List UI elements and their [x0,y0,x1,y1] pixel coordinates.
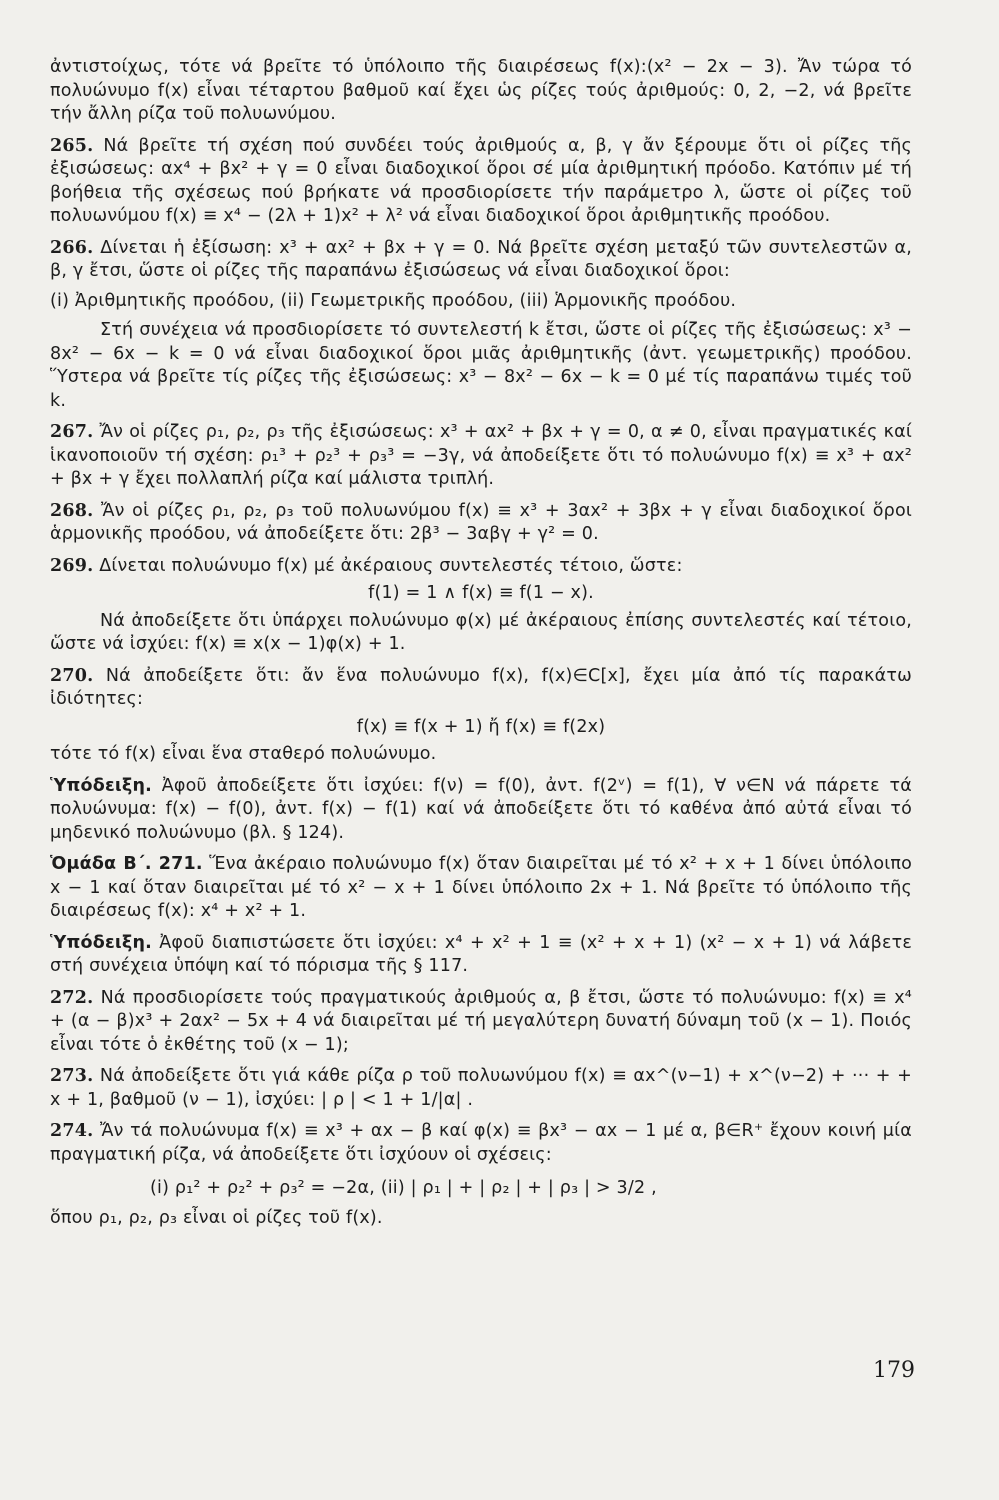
paragraph-text: Ἄν οἱ ρίζες ρ₁, ρ₂, ρ₃ τῆς ἐξισώσεως: x³ + αx² + βx + γ = 0, α ≠ 0, εἶναι πραγματικές καί ἱκανοποιοῦν τή σχέση: ρ₁³ + ρ₂³ + ρ₃³ = −3γ, νά ἀποδείξετε ὅτι τό πολυώνυμο f(x) ≡ x³ + αx² + βx + γ ἔχει πολλαπλή ρίζα καί μάλιστα τριπλή. [50,422,912,489]
paragraph-text: Ἀφοῦ ἀποδείξετε ὅτι ἰσχύει: f(ν) = f(0), ἀντ. f(2ᵛ) = f(1), ∀ ν∈N νά πάρετε τά πολυώνυμα: f(x) − f(0), ἀντ. f(x) − f(1) καί νά ἀποδείξετε ὅτι τό καθένα ἀπό αὐτά εἶναι τό μηδενικό πολυώνυμο (βλ. § 124). [50,775,912,843]
exercise-274 [50,1120,912,1167]
exercise-number: 267. [50,422,94,442]
exercise-number: 274. [50,1121,94,1141]
exercise-270-formula [50,716,912,740]
page-content [50,56,912,1230]
formula-text: f(x) ≡ f(x + 1) ἤ f(x) ≡ f(2x) [356,716,606,737]
paragraph-text: ἀντιστοίχως, τότε νά βρεῖτε τό ὑπόλοιπο τῆς διαιρέσεως f(x):(x² − 2x − 3). Ἄν τώρα τό πολυώνυμο f(x) εἶναι τέταρτου βαθμοῦ καί ἔχει ὡς ρίζες τούς ἀριθμούς: 0, 2, −2, νά βρεῖτε τήν ἄλλη ρίζα τοῦ πολυωνύμου. [50,57,912,124]
paragraph-text: Ἄν τά πολυώνυμα f(x) ≡ x³ + αx − β καί φ(x) ≡ βx³ − αx − 1 μέ α, β∈R⁺ ἔχουν κοινή μία πραγματική ρίζα, νά ἀποδείξετε ὅτι ἰσχύουν οἱ σχέσεις: [50,1121,912,1165]
paragraph-text: Νά ἀποδείξετε ὅτι ὑπάρχει πολυώνυμο φ(x) μέ ἀκέραιους ἐπίσης συντελεστές καί τέτοιο, ὥστε νά ἰσχύει: f(x) ≡ x(x − 1)φ(x) + 1. [50,610,912,654]
exercise-271-hint [50,932,912,979]
paragraph-text: Νά ἀποδείξετε ὅτι γιά κάθε ρίζα ρ τοῦ πολυωνύμου f(x) ≡ αx^(ν−1) + x^(ν−2) + ··· + + x + 1, βαθμοῦ (ν − 1), ἰσχύει: | ρ | < 1 + 1/|α| . [50,1066,912,1110]
exercise-270-hint [50,775,912,846]
exercise-number: 269. [50,555,94,576]
paragraph-text: Ἕνα ἀκέραιο πολυώνυμο f(x) ὅταν διαιρεῖται μέ τό x² + x + 1 δίνει ὑπόλοιπο x − 1 καί ὅταν διαιρεῖται μέ τό x² − x + 1 δίνει ὑπόλοιπο 2x + 1. Νά βρεῖτε τό ὑπόλοιπο τῆς διαιρέσεως f(x): x⁴ + x² + 1. [50,854,912,921]
paragraph-text: ὅπου ρ₁, ρ₂, ρ₃ εἶναι οἱ ρίζες τοῦ f(x). [50,1207,383,1228]
exercise-268 [50,500,912,547]
exercise-number: 266. [50,237,94,258]
paragraph-text: Ἀφοῦ διαπιστώσετε ὅτι ἰσχύει: x⁴ + x² + 1 ≡ (x² + x + 1) (x² − x + 1) νά λάβετε στή συνέχεια ὑπόψη καί τό πόρισμα τῆς § 117. [50,932,912,976]
exercise-269-continued [50,610,912,657]
paragraph-text: Δίνεται ἡ ἐξίσωση: x³ + αx² + βx + γ = 0. Νά βρεῖτε σχέση μεταξύ τῶν συντελεστῶν α, β, γ ἔτσι, ὥστε οἱ ρίζες τῆς παραπάνω ἐξισώσεως νά εἶναι διαδοχικοί ὅροι: [50,237,912,281]
exercise-266-options [50,290,912,314]
paragraph-text: Δίνεται πολυώνυμο f(x) μέ ἀκέραιους συντελεστές τέτοιο, ὥστε: [93,555,683,576]
hint-label: Ὑπόδειξη. [50,932,152,953]
exercise-266 [50,237,912,284]
exercise-269-formula [50,582,912,606]
exercise-number: 273. [50,1066,94,1086]
exercise-number: 270. [50,665,94,686]
exercise-269 [50,555,912,579]
page-number: 179 [873,1358,915,1383]
paragraph-text: Νά βρεῖτε τή σχέση πού συνδέει τούς ἀριθμούς α, β, γ ἄν ξέρουμε ὅτι οἱ ρίζες τῆς ἐξισώσεως: αx⁴ + βx² + γ = 0 εἶναι διαδοχικοί ὅροι σέ μία ἀριθμητική πρόοδο. Κατόπιν μέ τή βοήθεια τῆς σχέσεως πού βρήκατε νά προσδιορίσετε τήν παράμετρο λ, ὥστε οἱ ρίζες τοῦ πολυωνύμου f(x) ≡ x⁴ − (2λ + 1)x² + λ² νά εἶναι διαδοχικοί ὅροι ἀριθμητικῆς προόδου. [50,135,912,226]
exercise-271 [50,853,912,924]
exercise-265 [50,135,912,229]
paragraph-text: Νά ἀποδείξετε ὅτι: ἄν ἕνα πολυώνυμο f(x), f(x)∈C[x], ἔχει μία ἀπό τίς παρακάτω ἰδιότητες: [50,665,912,709]
exercise-274-formula [50,1177,912,1201]
paragraph-text: Ἄν οἱ ρίζες ρ₁, ρ₂, ρ₃ τοῦ πολυωνύμου f(x) ≡ x³ + 3αx² + 3βx + γ εἶναι διαδοχικοί ὅροι ἁρμονικῆς προόδου, νά ἀποδείξετε ὅτι: 2β³ − 3αβγ + γ² = 0. [50,500,912,544]
formula-text: (i) ρ₁² + ρ₂² + ρ₃² = −2α, (ii) | ρ₁ | + | ρ₂ | + | ρ₃ | > 3/2 , [150,1178,657,1198]
exercise-266-continued [50,319,912,413]
exercise-270 [50,665,912,712]
paragraph-text: τότε τό f(x) εἶναι ἕνα σταθερό πολυώνυμο. [50,744,437,764]
exercise-273 [50,1065,912,1112]
paragraph-intro [50,56,912,127]
hint-label: Ὑπόδειξη. [50,775,152,796]
exercise-number: 268. [50,500,94,521]
paragraph-text: Στή συνέχεια νά προσδιορίσετε τό συντελεστή k ἔτσι, ὥστε οἱ ρίζες τῆς ἐξισώσεως: x³ − 8x² − 6x − k = 0 νά εἶναι διαδοχικοί ὅροι μιᾶς ἀριθμητικῆς (ἀντ. γεωμετρικῆς) προόδου. Ὕστερα νά βρεῖτε τίς ρίζες τῆς ἐξισώσεως: x³ − 8x² − 6x − k = 0 μέ τίς παραπάνω τιμές τοῦ k. [50,320,912,411]
exercise-number: 265. [50,135,94,156]
exercise-272 [50,987,912,1058]
formula-text: f(1) = 1 ∧ f(x) ≡ f(1 − x). [368,583,594,603]
paragraph-text: (i) Ἀριθμητικῆς προόδου, (ii) Γεωμετρικῆς προόδου, (iii) Ἁρμονικῆς προόδου. [50,290,737,311]
exercise-267 [50,421,912,492]
exercise-274-continued [50,1207,912,1231]
exercise-270-continued [50,743,912,767]
paragraph-text: Νά προσδιορίσετε τούς πραγματικούς ἀριθμούς α, β ἔτσι, ὥστε τό πολυώνυμο: f(x) ≡ x⁴ + (α − β)x³ + 2αx² − 5x + 4 νά διαιρεῖται μέ τή μεγαλύτερη δυνατή δύναμη τοῦ (x − 1). Ποιός εἶναι τότε ὁ ἐκθέτης τοῦ (x − 1); [50,987,912,1055]
exercise-number: Ὁμάδα Β΄. 271. [50,854,203,874]
exercise-number: 272. [50,987,94,1008]
